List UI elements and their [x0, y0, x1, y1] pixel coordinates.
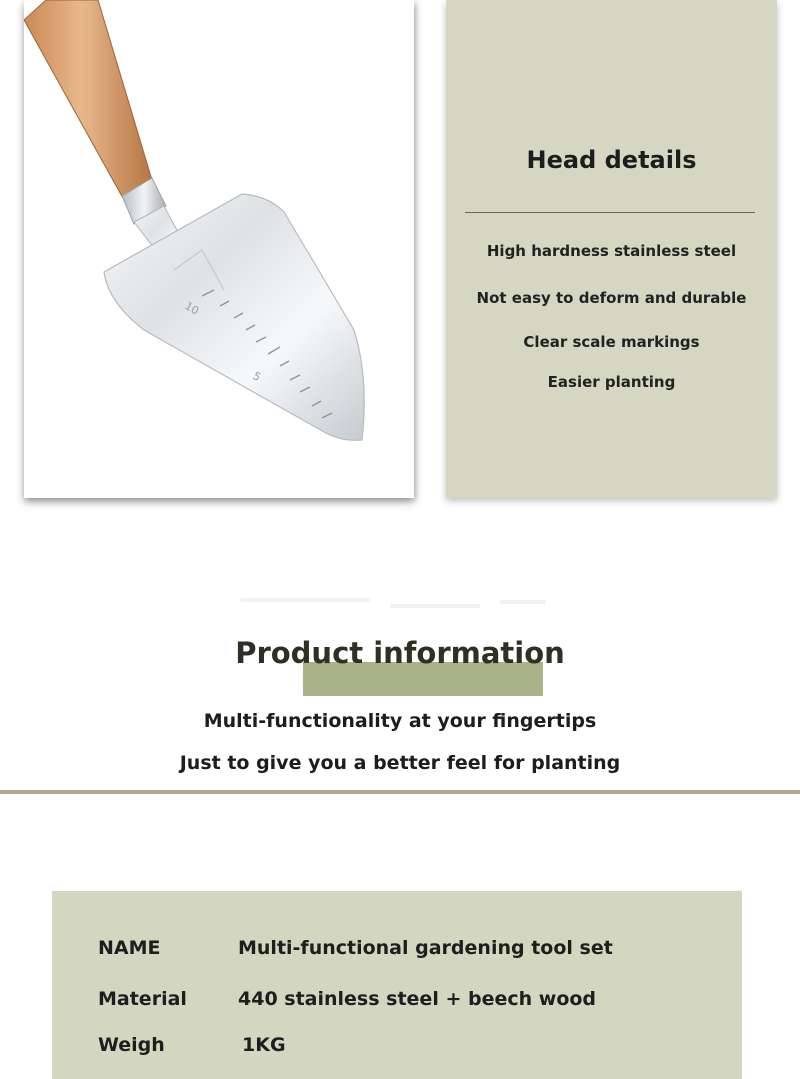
product-information-title: Product information	[235, 636, 565, 670]
spec-weight-label: Weigh	[98, 1034, 165, 1056]
tagline-functionality: Multi-functionality at your fingertips	[203, 710, 597, 732]
spec-weight-value: 1KG	[242, 1034, 286, 1056]
spec-name-value: Multi-functional gardening tool set	[238, 937, 613, 959]
tagline-planting: Just to give you a better feel for planting	[179, 752, 621, 774]
feature-hardness: High hardness stainless steel	[486, 242, 737, 260]
wooden-handle	[24, 0, 152, 200]
trowel-illustration	[24, 0, 414, 498]
head-details-card	[446, 0, 777, 498]
feature-durable: Not easy to deform and durable	[476, 289, 747, 307]
faint-decoration	[240, 598, 370, 602]
spec-material-label: Material	[98, 988, 187, 1010]
feature-scale: Clear scale markings	[523, 333, 700, 351]
section-divider	[0, 790, 800, 794]
scale-label-10: 10	[182, 299, 202, 318]
spec-material-value: 440 stainless steel + beech wood	[238, 988, 597, 1010]
feature-planting: Easier planting	[547, 373, 676, 391]
scale-label-5: 5	[250, 369, 264, 385]
spec-table	[52, 891, 742, 1079]
faint-decoration	[500, 600, 546, 604]
head-details-divider	[465, 212, 755, 213]
spec-name-label: NAME	[98, 937, 161, 959]
faint-decoration	[390, 604, 480, 608]
head-details-title: Head details	[526, 146, 697, 174]
product-photo-card	[24, 0, 414, 498]
